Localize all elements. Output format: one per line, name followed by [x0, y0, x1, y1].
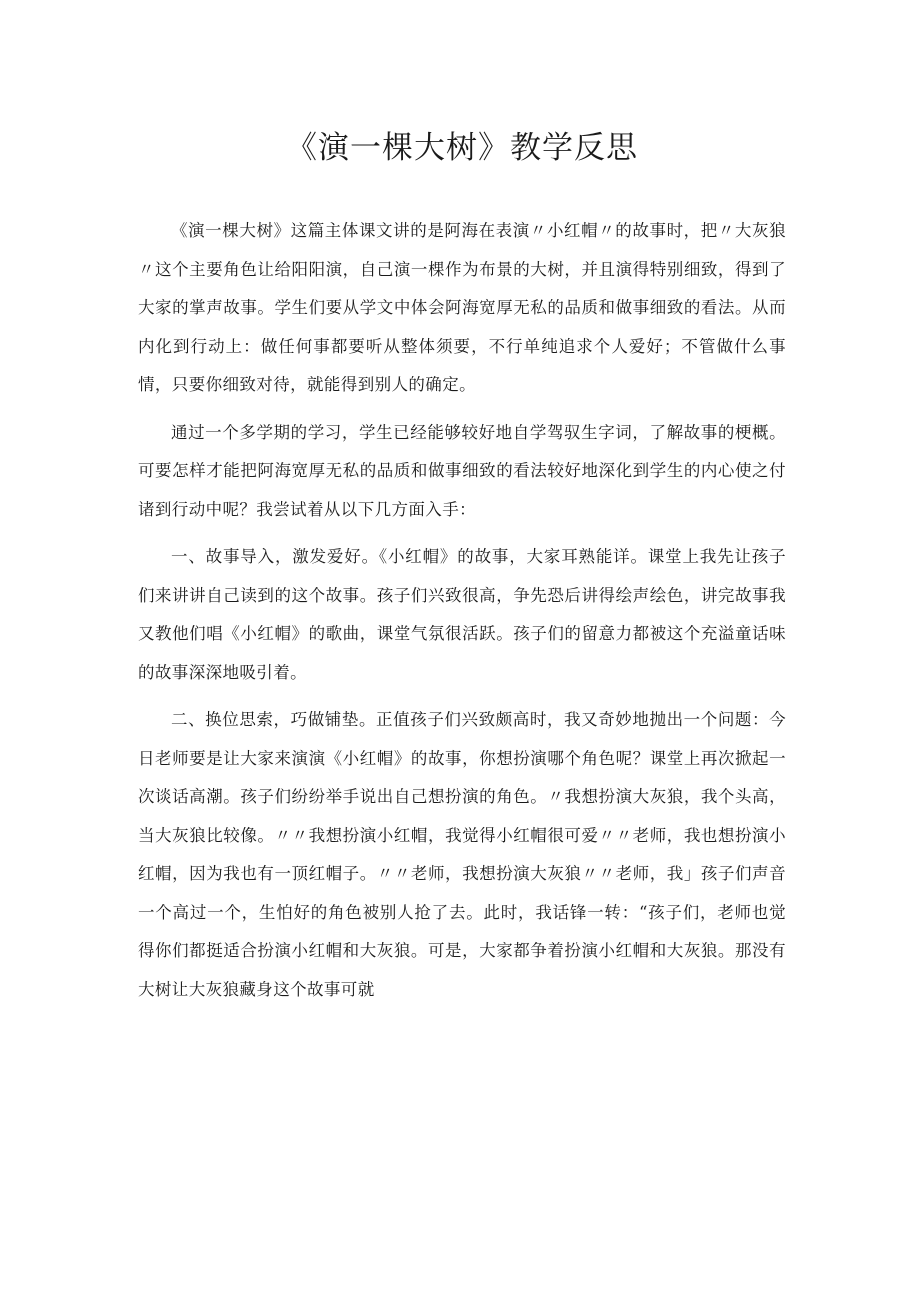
- paragraph-point-two: 二、换位思索，巧做铺垫。正值孩子们兴致颇高时，我又奇妙地抛出一个问题：今日老师要是让大家来演演《小红帽》的故事，你想扮演哪个角色呢？课堂上再次掀起一次谈话高潮。孩子们纷纷举手说出自己想扮演的角色。〃我想扮演大灰狼，我个头高，当大灰狼比较像。〃〃我想扮演小红帽，我觉得小红帽很可爱〃〃老师，我也想扮演小红帽，因为我也有一顶红帽子。〃〃老师，我想扮演大灰狼〃〃老师，我」孩子们声音一个高过一个，生怕好的角色被别人抢了去。此时，我话锋一转：“孩子们，老师也觉得你们都挺适合扮演小红帽和大灰狼。可是，大家都争着扮演小红帽和大灰狼。那没有大树让大灰狼藏身这个故事可就: [138, 710, 786, 999]
- document-title: 《演一棵大树》教学反思: [286, 130, 638, 166]
- document-body: [138, 212, 786, 1009]
- paragraph-point-one: 一、故事导入，激发爱好。《小红帽》的故事，大家耳熟能详。课堂上我先让孩子们来讲讲自己读到的这个故事。孩子们兴致很高，争先恐后讲得绘声绘色，讲完故事我又教他们唱《小红帽》的歌曲，课堂气氛很活跃。孩子们的留意力都被这个充溢童话味的故事深深地吸引着。: [138, 547, 786, 682]
- paragraph-approach: 通过一个多学期的学习，学生已经能够较好地自学驾驭生字词，了解故事的梗概。可要怎样才能把阿海宽厚无私的品质和做事细致的看法较好地深化到学生的内心使之付诸到行动中呢？我尝试着从以下几方面入手：: [138, 422, 786, 519]
- paragraph-intro: 《演一棵大树》这篇主体课文讲的是阿海在表演〃小红帽〃的故事时，把〃大灰狼〃这个主要角色让给阳阳演，自己演一棵作为布景的大树，并且演得特别细致，得到了大家的掌声故事。学生们要从学文中体会阿海宽厚无私的品质和做事细致的看法。从而内化到行动上：做任何事都要听从整体须要，不行单纯追求个人爱好；不管做什么事情，只要你细致对待，就能得到别人的确定。: [138, 221, 786, 394]
